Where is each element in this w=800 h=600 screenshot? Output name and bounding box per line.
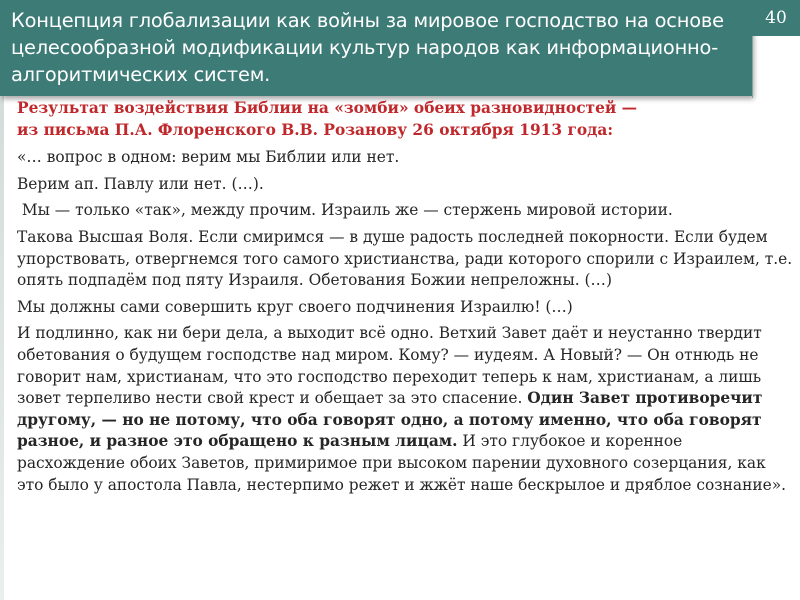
paragraph-1: «… вопрос в одном: верим мы Библии или нет.	[17, 148, 400, 167]
heading-line-1: Результат воздействия Библии на «зомби» обеих разновидностей —	[17, 99, 638, 117]
slide-title: Концепция глобализации как войны за мировое господство на основе целесообразной модификации культур народов как информационно-алгоритмических систем.	[11, 9, 724, 86]
paragraph-6-bold: Один Завет противоречит другому, — но не потому, что оба говорят одно, а потому именно, что оба говорят разное, и разное это обращено к разным лицам.	[17, 389, 763, 451]
paragraph-5: Мы должны сами совершить круг своего подчинения Израилю! (…)	[17, 297, 573, 316]
paragraph-6-end: И это глубокое и коренное расхождение обоих Заветов, примиримое при высоком парении духовного созерцания, как это было у апостола Павла, нестерпимо режет и жжёт наше бескрылое и дряблое сознание».	[17, 432, 786, 494]
paragraph-2: Верим ап. Павлу или нет. (…).	[17, 174, 264, 193]
heading-line-2: из письма П.А. Флоренского В.В. Розанову 26 октября 1913 года:	[17, 120, 614, 139]
title-separator	[752, 36, 753, 98]
paragraph-4: Такова Высшая Воля. Если смиримся — в душе радость последней покорности. Если будем упорствовать, отвергнемся того самого христианства, ради которого спорили с Израилем, т.е. опять подпадём под пяту Израиля. Обетования Божии непреложны. (…)	[17, 227, 793, 290]
page-number: 40	[752, 0, 800, 36]
paragraph-6	[17, 323, 793, 496]
quote-heading	[17, 98, 793, 141]
slide-body	[17, 98, 793, 501]
paragraph-3: Мы — только «так», между прочим. Израиль же — стержень мировой истории.	[17, 201, 673, 220]
paragraph-6-start: И подлинно, как ни бери дела, а выходит всё одно. Ветхий Завет даёт и неустанно твердит обетования о будущем господстве над миром. Кому? — иудеям. А Новый? — Он отнюдь не говорит нам, христианам, что это господство переходит теперь к нам, христианам, а лишь зовет терпеливо нести свой крест и обещает за это спасение.	[17, 324, 762, 408]
slide-title-band	[0, 0, 752, 96]
